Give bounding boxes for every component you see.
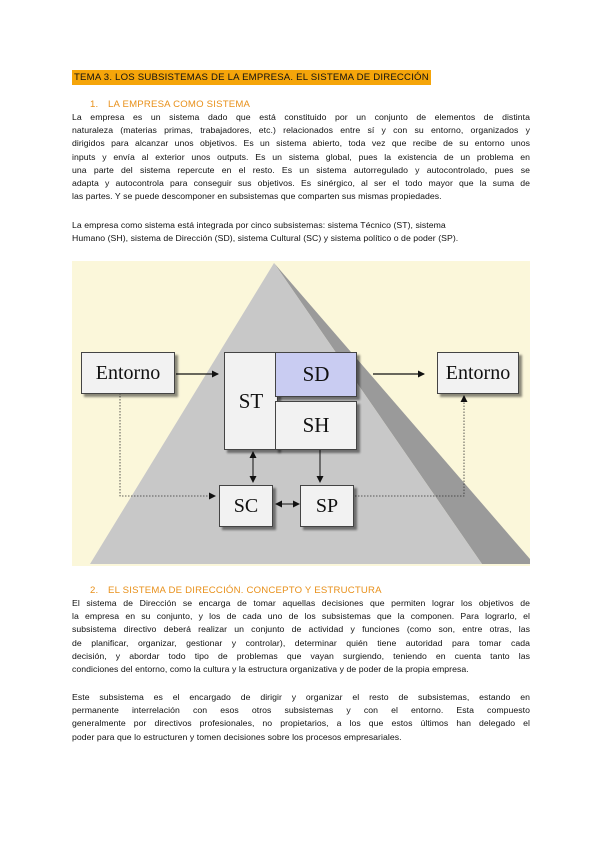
text-line: de planificar, organizar, gestionar y controlar), determinar quién tiene autoridad para tomar cada: [72, 637, 530, 648]
text-line: las partes. Y se puede descomponer en subsistemas que comparten sus mismas propiedades.: [72, 191, 442, 202]
section-1-paragraph-2: [72, 219, 530, 245]
text-line: permanente interrelación con esos otros subsistemas y con el entorno. Esta compuesto: [72, 705, 530, 716]
sd-label: SD: [302, 362, 330, 386]
section-2-paragraph-1: [72, 597, 530, 676]
text-line: la empresa en su conjunto, y los de cada uno de los subsistemas que la componen. Para lograrlo, el: [72, 611, 530, 622]
text-line: inputs y envía al exterior unos outputs. Es un sistema global, pues la existencia de un problema en: [72, 151, 530, 162]
entorno-left-box: [81, 352, 175, 394]
text-line: subsistema directivo deberá realizar un conjunto de actividad y funciones (como son, entre otras, las: [72, 624, 530, 635]
section-1-heading: [90, 99, 250, 110]
text-line: dirigidos para alcanzar unos objetivos. Es un sistema abierto, toda vez que recibe de su entorno unos: [72, 138, 530, 149]
text-line: generalmente por directivos profesionales, no propietarios, a los que estos últimos han delegado el: [72, 718, 530, 729]
sh-box: [275, 401, 357, 450]
text-line: decisión, y abordar todo tipo de problemas que vayan surgiendo, teniendo en cuenta tanto las: [72, 650, 530, 661]
sp-label: SP: [315, 494, 339, 517]
st-label: ST: [238, 388, 264, 413]
entorno-left-label: Entorno: [95, 361, 161, 384]
section-1-number: 1.: [90, 99, 99, 110]
section-1-paragraph-1: [72, 111, 530, 203]
sc-label: SC: [233, 494, 259, 517]
sc-box: [219, 485, 273, 527]
text-line: La empresa es un sistema dado que está constituido por un conjunto de elementos de distinta: [72, 112, 530, 122]
text-line: condiciones del entorno, como la cultura y la estructura organizativa y de poder de la propia empresa.: [72, 664, 469, 675]
text-line: una parte del sistema repercute en el resto. Es un sistema autorregulado y autocontrolado, pues se: [72, 164, 530, 175]
section-2-title: EL SISTEMA DE DIRECCIÓN. CONCEPTO Y ESTRUCTURA: [108, 585, 382, 596]
text-line: Este subsistema es el encargado de dirigir y organizar el resto de subsistemas, estando en: [72, 692, 530, 702]
section-2-heading: [90, 585, 382, 596]
text-line: La empresa como sistema está integrada por cinco subsistemas: sistema Técnico (ST), sistema: [72, 220, 446, 230]
text-line: El sistema de Dirección se encarga de tomar aquellas decisiones que permiten lograr los objetivos de: [72, 598, 530, 608]
entorno-right-label: Entorno: [445, 361, 511, 384]
st-box: [224, 352, 278, 450]
text-line: adapta y autocontrola para conseguir sus objetivos. Es sinérgico, al ser el todo mayor que la suma de: [72, 178, 530, 189]
sd-box: [275, 352, 357, 397]
section-1-title: LA EMPRESA COMO SISTEMA: [108, 99, 251, 110]
text-line: Humano (SH), sistema de Dirección (SD), sistema Cultural (SC) y sistema político o de poder (SP).: [72, 233, 459, 244]
document-title: TEMA 3. LOS SUBSISTEMAS DE LA EMPRESA. EL SISTEMA DE DIRECCIÓN: [74, 72, 429, 83]
section-2-paragraph-2: [72, 691, 530, 744]
sh-label: SH: [302, 413, 330, 437]
entorno-right-box: [437, 352, 519, 394]
sp-box: [300, 485, 354, 527]
subsystems-diagram: [72, 261, 530, 566]
section-2-number: 2.: [90, 585, 99, 596]
text-line: poder para que lo estructuren y tomen decisiones sobre los procesos empresariales.: [72, 731, 402, 742]
text-line: naturaleza (materias primas, trabajadores, etc.) relacionados entre sí y con su entorno, organizados y: [72, 125, 530, 136]
